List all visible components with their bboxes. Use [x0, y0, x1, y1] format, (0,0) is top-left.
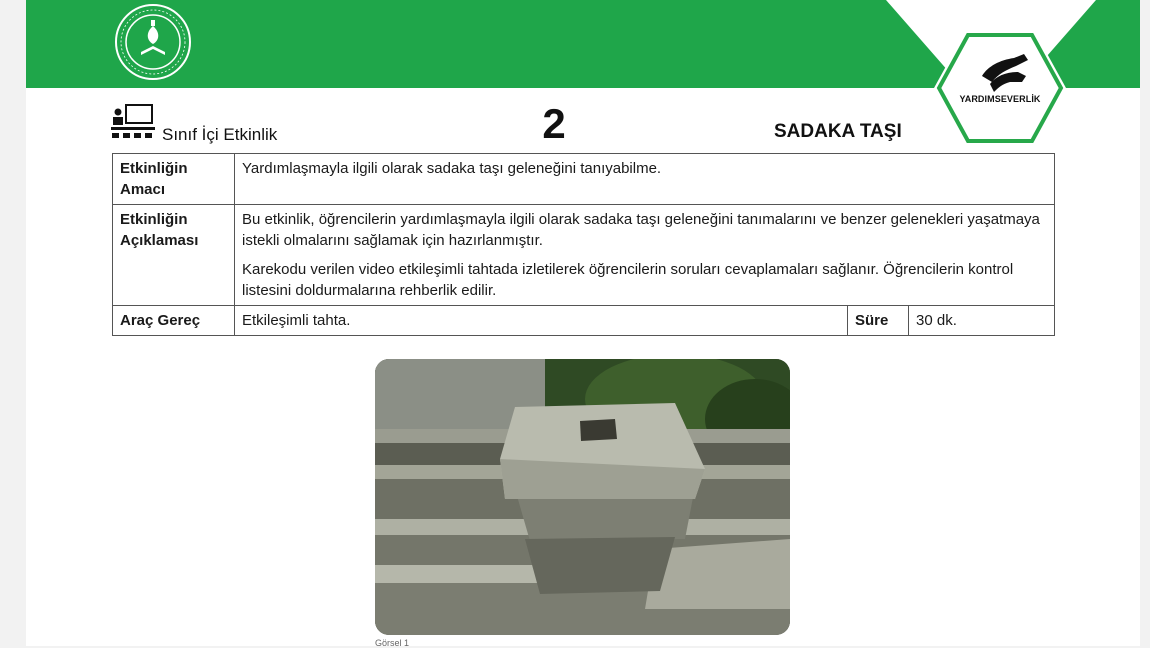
activity-title: SADAKA TAŞI	[774, 121, 902, 142]
activity-number: 2	[542, 100, 566, 147]
duration-key: Süre	[848, 306, 909, 336]
description-key	[113, 205, 235, 306]
document-page	[26, 0, 1140, 646]
description-paragraph-1: Bu etkinlik, öğrencilerin yardımlaşmayla ilgili olarak sadaka taşı geleneğini tanımalarını ve benzer gelenekleri yaşatmaya istekli olmalarını sağlamak için hazırlanmıştır.	[242, 211, 1040, 249]
badge-label: YARDIMSEVERLİK	[959, 94, 1041, 104]
purpose-key-line1: Etkinliğin	[120, 160, 188, 177]
activity-type: Sınıf İçi Etkinlik	[162, 125, 278, 144]
purpose-key-line2: Amacı	[120, 181, 166, 198]
activity-info-table	[112, 153, 1055, 336]
helping-hands-badge	[932, 26, 1068, 150]
description-value	[235, 205, 1055, 306]
table-row-materials	[113, 306, 1055, 336]
description-paragraph-2: Karekodu verilen video etkileşimli tahtada izletilerek öğrencilerin soruları cevaplamaları sağlanır. Öğrencilerin kontrol listesini doldurmalarına rehberlik edilir.	[242, 261, 1014, 299]
sadaka-stone-photo	[375, 359, 790, 635]
purpose-key	[113, 154, 235, 205]
ministry-seal-logo	[110, 2, 196, 82]
description-key-line2: Açıklaması	[120, 232, 199, 249]
materials-key: Araç Gereç	[113, 306, 235, 336]
classroom-board-icon	[110, 103, 156, 139]
purpose-value: Yardımlaşmayla ilgili olarak sadaka taşı geleneğini tanıyabilme.	[235, 154, 1055, 205]
table-row-description	[113, 205, 1055, 306]
materials-value: Etkileşimli tahta.	[235, 306, 848, 336]
table-row-purpose	[113, 154, 1055, 205]
image-caption: Görsel 1	[375, 638, 410, 648]
description-key-line1: Etkinliğin	[120, 211, 188, 228]
duration-value: 30 dk.	[909, 306, 1055, 336]
